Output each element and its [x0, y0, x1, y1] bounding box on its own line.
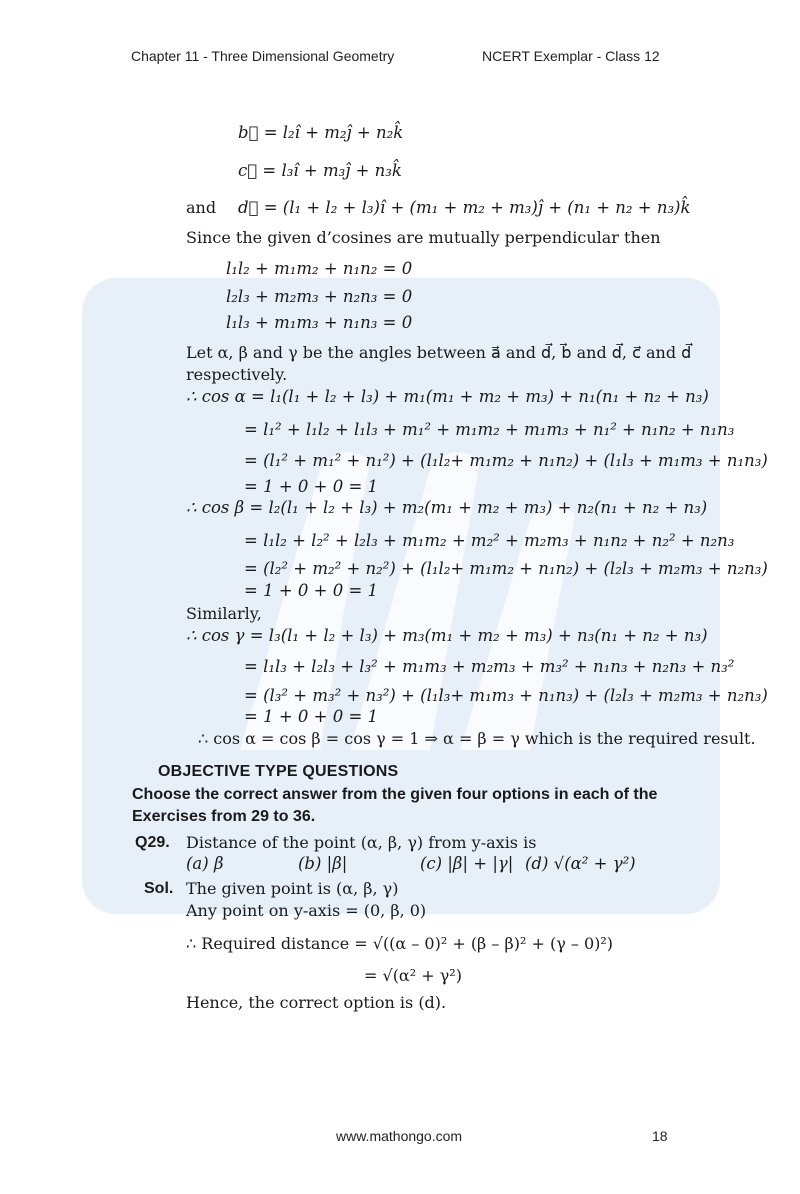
and-label: and [186, 198, 217, 217]
header-book-title: NCERT Exemplar - Class 12 [482, 48, 660, 64]
cos-alpha-line-4: = 1 + 0 + 0 = 1 [244, 477, 379, 496]
let-angles-text: Let α, β and γ be the angles between a⃗ and d⃗, b⃗ and d⃗, c⃗ and d⃗ [186, 343, 692, 362]
cos-alpha-line-3: = (l₁² + m₁² + n₁²) + (l₁l₂+ m₁m₂ + n₁n₂) + (l₁l₃ + m₁m₃ + n₁n₃) [244, 451, 768, 470]
question-text: Distance of the point (α, β, γ) from y-axis is [186, 833, 537, 852]
similarly-text: Similarly, [186, 604, 262, 623]
solution-line-5: Hence, the correct option is (d). [186, 993, 447, 1012]
instruction-line-2: Exercises from 29 to 36. [132, 808, 316, 825]
respectively-text: respectively. [186, 365, 288, 384]
solution-line-2: Any point on y-axis = (0, β, 0) [186, 901, 427, 920]
cos-alpha-line-2: = l₁² + l₁l₂ + l₁l₃ + m₁² + m₁m₂ + m₁m₃ + n₁² + n₁n₂ + n₁n₃ [244, 420, 735, 439]
cos-beta-line-1: ∴ cos β = l₂(l₁ + l₂ + l₃) + m₂(m₁ + m₂ + m₃) + n₂(n₁ + n₂ + n₃) [186, 498, 708, 517]
option-d: (d) √(α² + γ²) [525, 854, 636, 873]
cos-beta-line-3: = (l₂² + m₂² + n₂²) + (l₁l₂+ m₁m₂ + n₁n₂) + (l₂l₃ + m₂m₃ + n₂n₃) [244, 559, 768, 578]
solution-label: Sol. [144, 880, 174, 897]
perp-eq-2: l₂l₃ + m₂m₃ + n₂n₃ = 0 [226, 287, 413, 306]
cos-gamma-line-4: = 1 + 0 + 0 = 1 [244, 707, 379, 726]
cos-alpha-line-1: ∴ cos α = l₁(l₁ + l₂ + l₃) + m₁(m₁ + m₂ + m₃) + n₁(n₁ + n₂ + n₃) [186, 387, 709, 406]
equation-b: b⃗ = l₂î + m₂ĵ + n₂k̂ [238, 123, 404, 142]
question-number: Q29. [135, 834, 170, 851]
equation-d: d⃗ = (l₁ + l₂ + l₃)î + (m₁ + m₂ + m₃)ĵ + (n₁ + n₂ + n₃)k̂ [238, 198, 691, 217]
option-b: (b) |β| [298, 854, 348, 873]
since-text: Since the given d’cosines are mutually perpendicular then [186, 228, 661, 247]
objective-heading: OBJECTIVE TYPE QUESTIONS [158, 763, 399, 780]
cos-gamma-line-2: = l₁l₃ + l₂l₃ + l₃² + m₁m₃ + m₂m₃ + m₃² + n₁n₃ + n₂n₃ + n₃² [244, 657, 735, 676]
footer-url[interactable]: www.mathongo.com [336, 1128, 463, 1144]
cos-beta-line-2: = l₁l₂ + l₂² + l₂l₃ + m₁m₂ + m₂² + m₂m₃ + n₁n₂ + n₂² + n₂n₃ [244, 531, 735, 550]
perp-eq-3: l₁l₃ + m₁m₃ + n₁n₃ = 0 [226, 313, 413, 332]
header-chapter-title: Chapter 11 - Three Dimensional Geometry [131, 48, 395, 64]
solution-line-4: = √(α² + γ²) [364, 966, 462, 985]
solution-line-3: ∴ Required distance = √((α – 0)² + (β – β)² + (γ – 0)²) [186, 934, 614, 953]
option-c: (c) |β| + |γ| [420, 854, 514, 873]
option-a: (a) β [186, 854, 224, 873]
equation-c: c⃗ = l₃î + m₃ĵ + n₃k̂ [238, 161, 402, 180]
solution-line-1: The given point is (α, β, γ) [186, 879, 399, 898]
instruction-line-1: Choose the correct answer from the given four options in each of the [132, 786, 658, 803]
cos-beta-line-4: = 1 + 0 + 0 = 1 [244, 581, 379, 600]
perp-eq-1: l₁l₂ + m₁m₂ + n₁n₂ = 0 [226, 259, 413, 278]
conclusion-text: ∴ cos α = cos β = cos γ = 1 ⇒ α = β = γ which is the required result. [198, 729, 756, 748]
page-number: 18 [652, 1128, 668, 1144]
cos-gamma-line-3: = (l₃² + m₃² + n₃²) + (l₁l₃+ m₁m₃ + n₁n₃) + (l₂l₃ + m₂m₃ + n₂n₃) [244, 686, 768, 705]
cos-gamma-line-1: ∴ cos γ = l₃(l₁ + l₂ + l₃) + m₃(m₁ + m₂ + m₃) + n₃(n₁ + n₂ + n₃) [186, 626, 708, 645]
